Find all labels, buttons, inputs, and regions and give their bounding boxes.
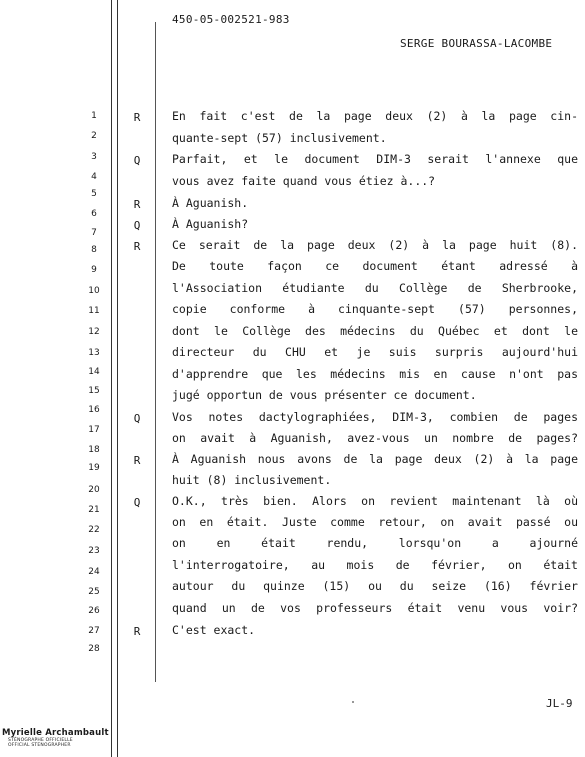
- line-number: 21: [88, 505, 100, 515]
- line-number: 28: [88, 644, 100, 654]
- line-number: 5: [91, 189, 97, 199]
- logo-line-2: OFFICIAL STENOGRAPHER: [8, 743, 71, 748]
- speaker-marker: Q: [133, 154, 141, 167]
- line-number: 14: [88, 367, 100, 377]
- transcript-line: jugé opportun de vous présenter ce document.: [172, 388, 477, 402]
- speaker-marker: Q: [133, 412, 141, 425]
- transcript-line: quante-sept (57) inclusivement.: [172, 131, 387, 145]
- line-number: 18: [88, 445, 100, 455]
- margin-rule-inner: [117, 0, 118, 757]
- transcript-line: De toute façon ce document étant adressé à: [172, 259, 578, 273]
- speaker-marker: Q: [133, 496, 141, 509]
- line-number: 16: [88, 405, 100, 415]
- transcript-line: dont le Collège des médecins du Québec et dont le: [172, 324, 578, 338]
- line-number: 13: [88, 348, 100, 358]
- line-number: 17: [88, 425, 100, 435]
- line-number: 1: [91, 111, 97, 121]
- line-number: 19: [88, 463, 100, 473]
- transcript-line: quand un de vos professeurs était venu vous voir?: [172, 601, 578, 615]
- speaker-rule: [155, 22, 156, 682]
- line-number: 26: [88, 606, 100, 616]
- line-number: 27: [88, 626, 100, 636]
- transcript-line: d'apprendre que les médecins mis en cause n'ont pas: [172, 367, 578, 381]
- line-number: 2: [91, 131, 97, 141]
- logo-name: Myrielle Archambault: [2, 728, 109, 738]
- transcript-line: l'Association étudiante du Collège de Sherbrooke,: [172, 281, 578, 295]
- line-number: 6: [91, 209, 97, 219]
- line-number: 24: [88, 567, 100, 577]
- scan-speck: [352, 701, 354, 703]
- line-number: 15: [88, 386, 100, 396]
- page-number: JL-9: [546, 697, 573, 710]
- transcript-line: À Aguanish nous avons de la page deux (2) à la page: [172, 452, 578, 466]
- transcript-line: En fait c'est de la page deux (2) à la page cin-: [172, 109, 578, 123]
- line-number: 8: [91, 245, 97, 255]
- transcript-line: l'interrogatoire, au mois de février, on était: [172, 558, 578, 572]
- line-number: 20: [88, 485, 100, 495]
- line-number: 11: [88, 306, 100, 316]
- speaker-marker: R: [133, 454, 141, 467]
- logo-line-1: STÉNOGRAPHE OFFICIELLE: [8, 738, 73, 743]
- line-number: 22: [88, 525, 100, 535]
- transcript-line: directeur du CHU et je suis surpris aujourd'hui: [172, 345, 578, 359]
- line-number: 10: [88, 286, 100, 296]
- line-number: 23: [88, 546, 100, 556]
- document-number: 450-05-002521-983: [172, 13, 290, 26]
- transcript-line: Vos notes dactylographiées, DIM-3, combien de pages: [172, 410, 578, 424]
- speaker-marker: R: [133, 240, 141, 253]
- transcript-line: on en était rendu, lorsqu'on a ajourné: [172, 536, 578, 550]
- transcript-line: huit (8) inclusivement.: [172, 473, 332, 487]
- transcript-line: autour du quinze (15) ou du seize (16) février: [172, 579, 578, 593]
- witness-name: SERGE BOURASSA-LACOMBE: [400, 37, 553, 50]
- margin-rule-outer: [111, 0, 112, 757]
- transcript-line: À Aguanish?: [172, 217, 249, 231]
- speaker-marker: R: [133, 625, 141, 638]
- line-number: 12: [88, 327, 100, 337]
- transcript-line: Parfait, et le document DIM-3 serait l'annexe que: [172, 152, 578, 166]
- line-number: 4: [91, 172, 97, 182]
- transcript-line: on avait à Aguanish, avez-vous un nombre de pages?: [172, 431, 578, 445]
- transcript-line: Ce serait de la page deux (2) à la page huit (8).: [172, 238, 578, 252]
- speaker-marker: R: [133, 198, 141, 211]
- speaker-marker: Q: [133, 219, 141, 232]
- line-number: 9: [91, 265, 97, 275]
- transcript-line: O.K., très bien. Alors on revient maintenant là où: [172, 494, 578, 508]
- line-number: 7: [91, 228, 97, 238]
- speaker-marker: R: [133, 111, 141, 124]
- stenographer-logo: [2, 728, 112, 748]
- transcript-line: À Aguanish.: [172, 196, 249, 210]
- line-number: 25: [88, 587, 100, 597]
- line-number: 3: [91, 152, 97, 162]
- transcript-line: vous avez faite quand vous étiez à...?: [172, 174, 436, 188]
- transcript-line: on en était. Juste comme retour, on avait passé ou: [172, 515, 578, 529]
- transcript-line: C'est exact.: [172, 623, 256, 637]
- transcript-line: copie conforme à cinquante-sept (57) personnes,: [172, 302, 578, 316]
